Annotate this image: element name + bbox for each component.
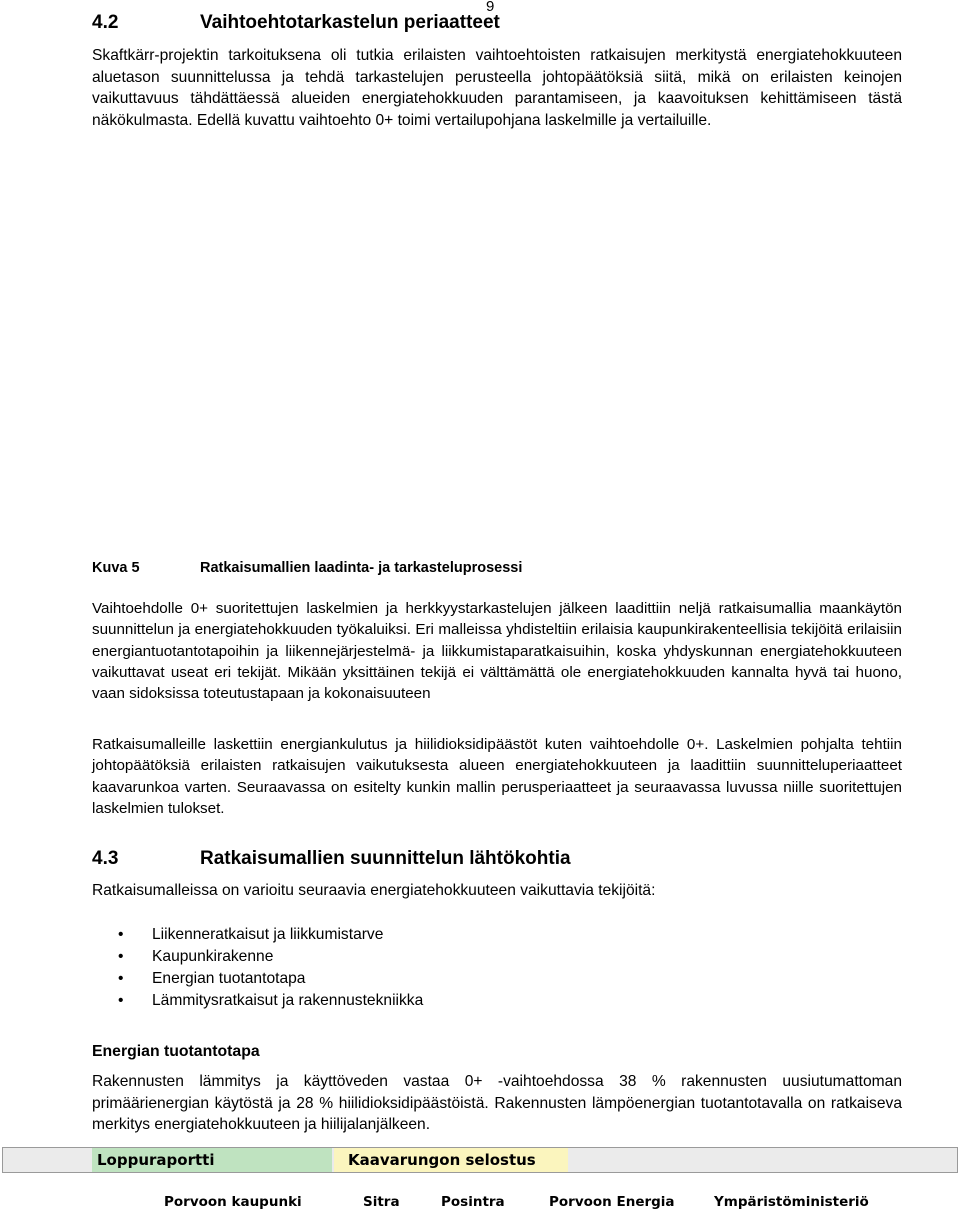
- figure-label: Kuva 5: [92, 560, 140, 576]
- factor-list: [92, 924, 423, 1012]
- subsection-heading: Energian tuotantotapa: [92, 1043, 260, 1060]
- list-item-text: Lämmitysratkaisut ja rakennustekniikka: [152, 992, 424, 1009]
- section-number: 4.3: [92, 848, 119, 869]
- partner-name: Porvoon Energia: [549, 1194, 675, 1210]
- figure-caption-text: Ratkaisumallien laadinta- ja tarkasteluprosessi: [200, 560, 523, 576]
- partner-name: Posintra: [441, 1194, 505, 1210]
- body-paragraph-2: Vaihtoehdolle 0+ suoritettujen laskelmien ja herkkyystarkastelujen jälkeen laadittiin neljä ratkaisumallia maankäytön suunnittelun ja energiatehokkuuden työkaluiksi. Eri malleissa yhdisteltiin erilaisia kaupunkirakenteellisia tekijöitä erilaisiin energiantuotantotapoihin ja liikennejärjestelmä- ja liikkumistaparatkaisuihin, koska yhdyskunnan energiatehokkuuteen vaikuttavat useat eri tekijät. Mikään yksittäinen tekijä ei välttämättä ole energiatehokkuuden kannalta hyvä tai huono, vaan sidoksissa toteutustapaan ja kokonaisuuteen: [92, 600, 902, 703]
- section-heading-4-2: [92, 12, 792, 38]
- body-paragraph-3: Ratkaisumalleille laskettiin energiankulutus ja hiilidioksidipäästöt kuten vaihtoehdolle 0+. Laskelmien pohjalta tehtiin johtopäätöksiä erilaisten ratkaisujen vaikutuksesta alueen energiatehokkuuteen ja laadittiin suunnitteluperiaatteet kaavarunkoa varten. Seuraavassa on esitelty kunkin mallin perusperiaatteet ja seuraavassa luvussa niille suoritettujen laskelmien tulokset.: [92, 736, 902, 817]
- list-item: [92, 924, 423, 946]
- list-item: [92, 968, 423, 990]
- page-number: 9: [486, 0, 495, 15]
- section-heading-4-3: [92, 848, 792, 874]
- section-title: Vaihtoehtotarkastelun periaatteet: [200, 12, 500, 33]
- partner-name: Porvoon kaupunki: [164, 1194, 302, 1210]
- list-item-text: Kaupunkirakenne: [152, 948, 274, 965]
- bullet-icon: •: [118, 970, 124, 987]
- bullet-icon: •: [118, 926, 124, 943]
- footer-bar: [2, 1147, 958, 1173]
- footer-report-label: Loppuraportti: [92, 1148, 332, 1172]
- list-item: [92, 946, 423, 968]
- intro-paragraph: Skaftkärr-projektin tarkoituksena oli tutkia erilaisten vaihtoehtoisten ratkaisujen merkitystä energiatehokkuuteen aluetason suunnittelussa ja tehdä tarkastelujen perusteella johtopäätöksiä siitä, mikä on erilaisten keinojen vaikuttavuus tähdättäessä alueiden energiatehokkuuden parantamiseen, ja kaavoituksen kehittämiseen tästä näkökulmasta. Edellä kuvattu vaihtoehto 0+ toimi vertailupohjana laskelmille ja vertailuille.: [92, 47, 902, 129]
- section-number: 4.2: [92, 12, 119, 33]
- partner-name: Sitra: [363, 1194, 400, 1210]
- bullet-icon: •: [118, 948, 124, 965]
- list-item: [92, 990, 423, 1012]
- bullet-icon: •: [118, 992, 124, 1009]
- section-title: Ratkaisumallien suunnittelun lähtökohtia: [200, 848, 571, 869]
- partner-name: Ympäristöministeriö: [714, 1194, 869, 1210]
- list-item-text: Energian tuotantotapa: [152, 970, 306, 987]
- list-item-text: Liikenneratkaisut ja liikkumistarve: [152, 926, 384, 943]
- section-intro: Ratkaisumalleissa on varioitu seuraavia energiatehokkuuteen vaikuttavia tekijöitä:: [92, 882, 656, 899]
- footer-document-label: Kaavarungon selostus: [334, 1148, 568, 1172]
- subsection-paragraph: Rakennusten lämmitys ja käyttöveden vastaa 0+ -vaihtoehdossa 38 % rakennusten uusiutumattoman primäärienergian käytöstä ja 28 % hiilidioksidipäästöistä. Rakennusten lämpöenergian tuotantotavalla on ratkaiseva merkitys energiatehokkuuteen ja hiilijalanjälkeen.: [92, 1073, 902, 1134]
